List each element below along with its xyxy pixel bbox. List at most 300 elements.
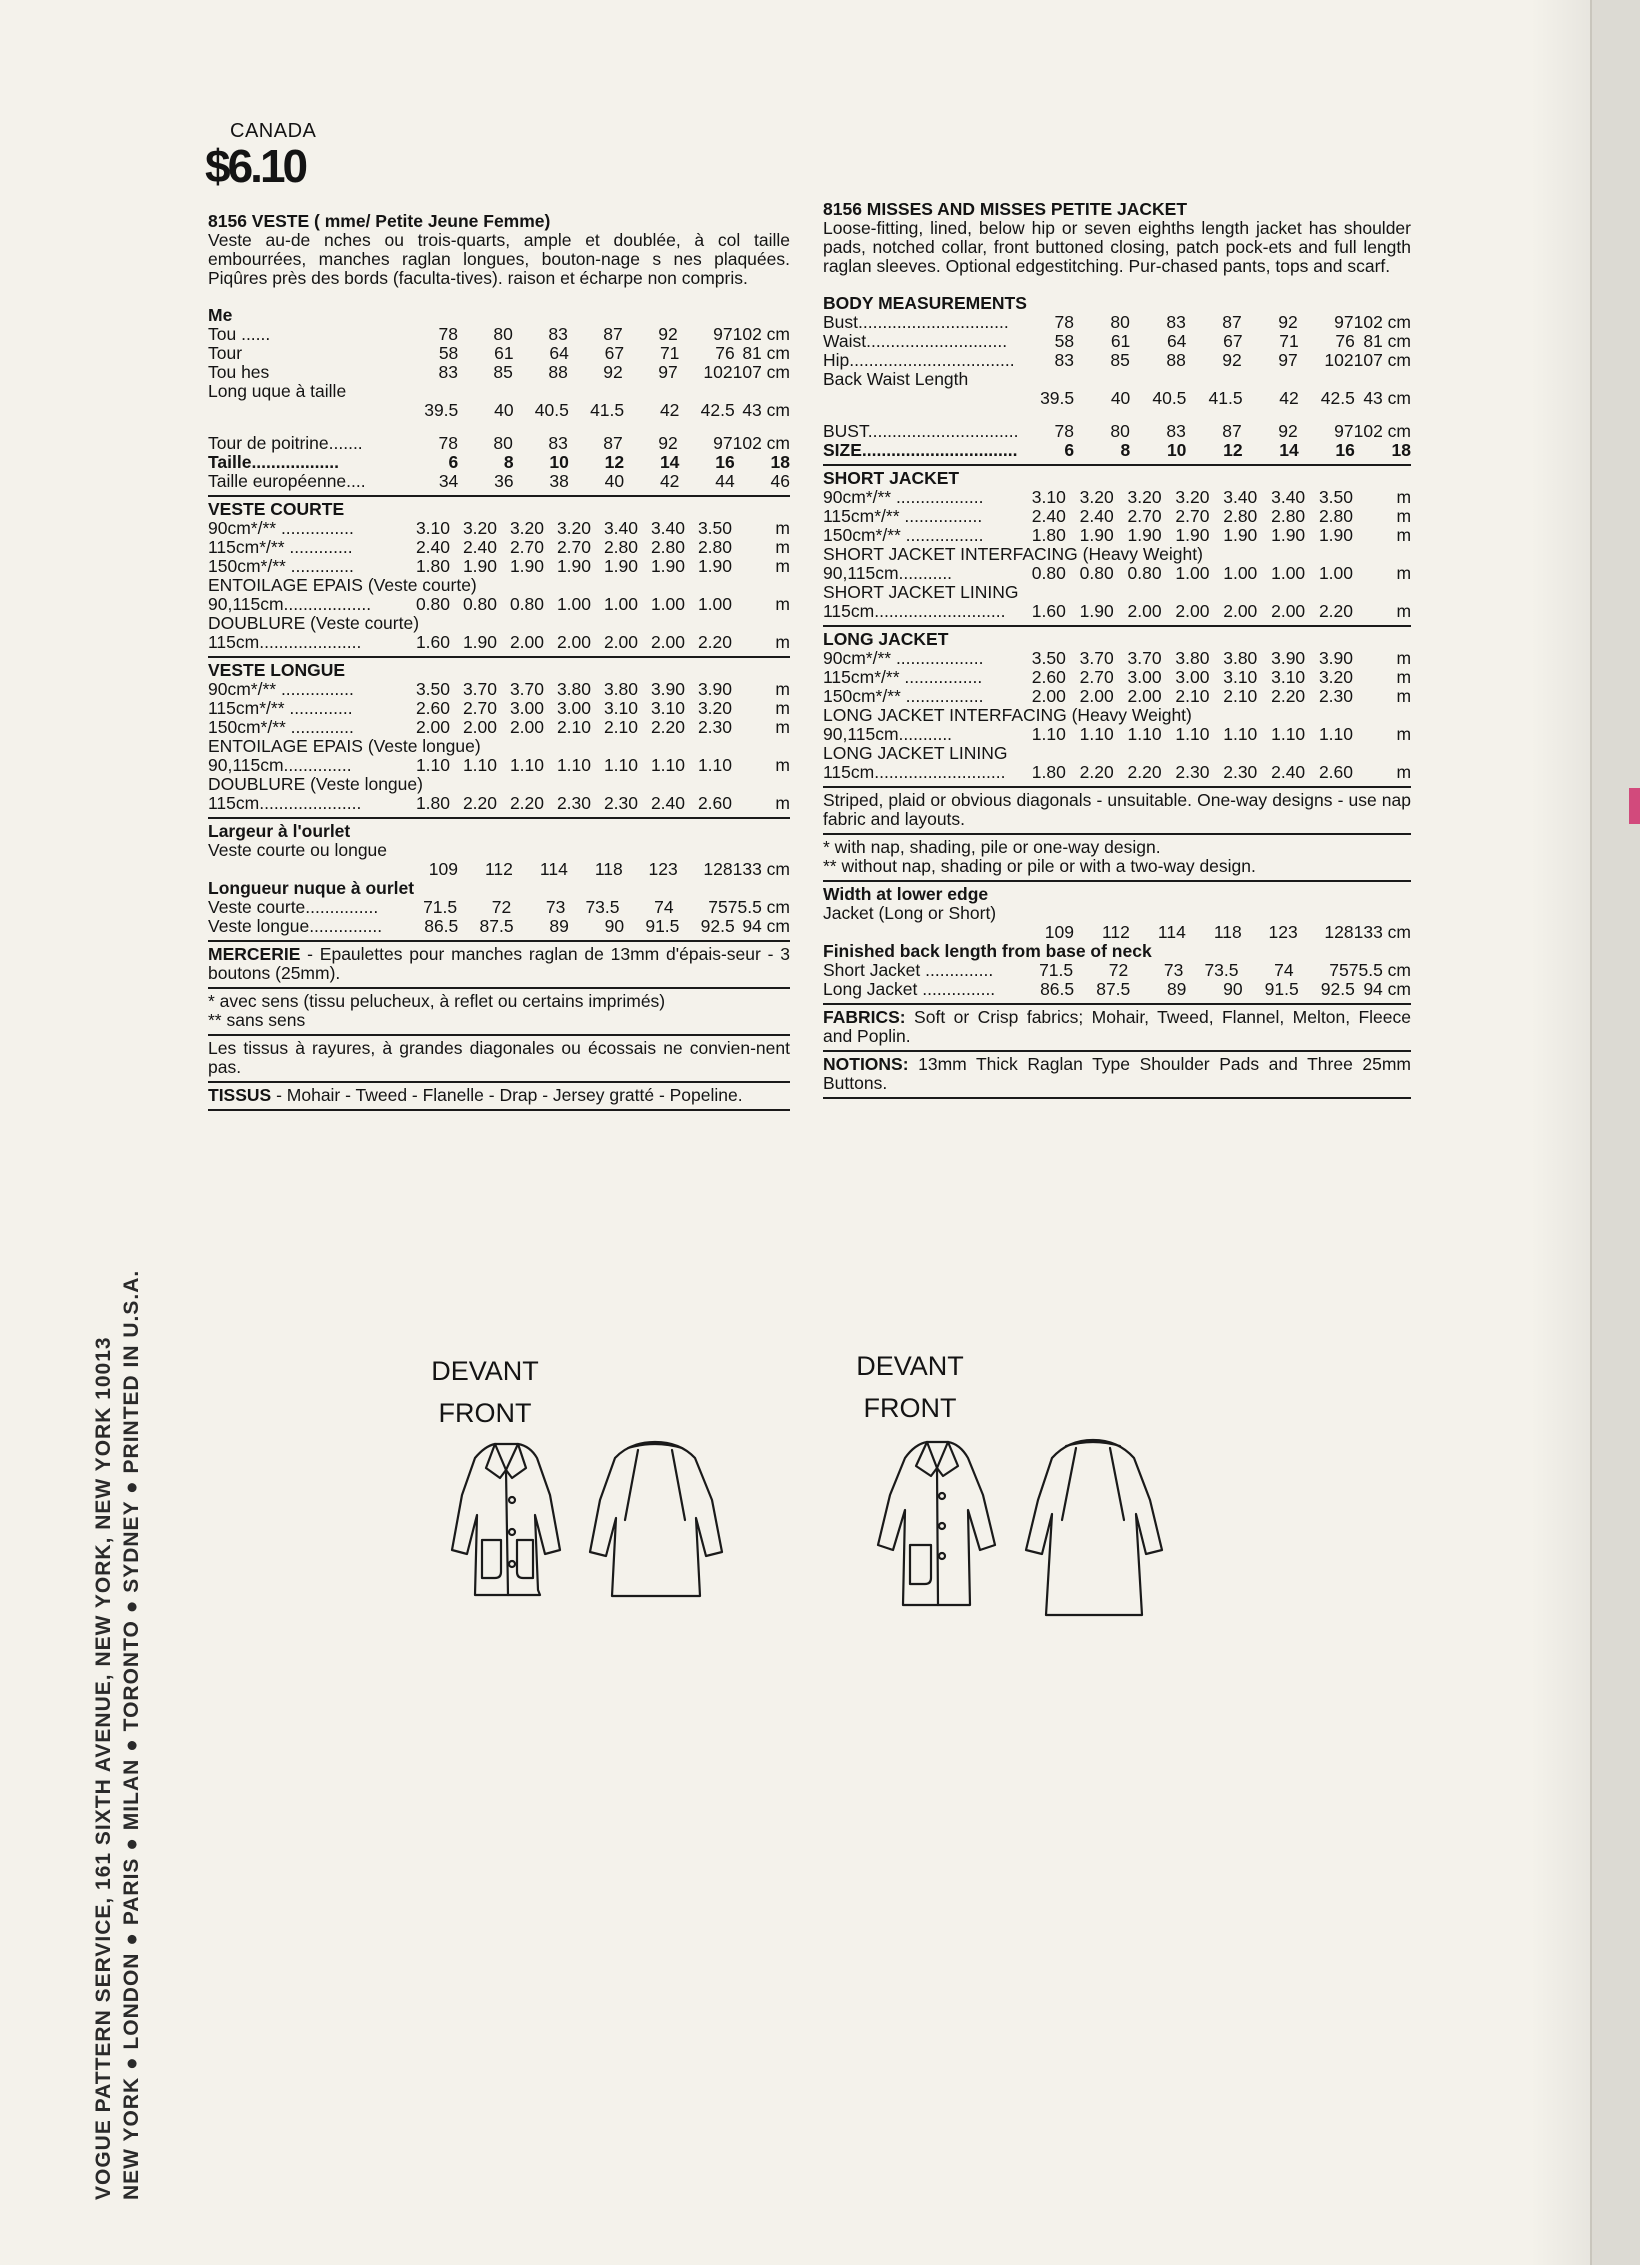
- measurement-row: [208, 680, 790, 699]
- row-value: 3.40: [1271, 487, 1306, 507]
- row-value: 8: [503, 452, 514, 472]
- row-value: 40: [1110, 388, 1131, 408]
- row-value: 75.5 cm: [1348, 960, 1411, 980]
- row-label: Tou hes: [208, 363, 270, 382]
- row-value: 1.90: [1271, 525, 1306, 545]
- notions: [823, 1055, 1411, 1093]
- row-value: 18: [770, 452, 790, 472]
- measurement-row: [823, 351, 1411, 370]
- row-value: 42.5: [1320, 388, 1355, 408]
- rule-separator: [823, 786, 1411, 788]
- row-value: 1.10: [462, 755, 497, 775]
- row-value: 102: [703, 362, 733, 382]
- row-label: 90cm*/** ..................: [823, 488, 984, 507]
- row-value: 2.70: [462, 698, 497, 718]
- long-jacket-back-drawing: [1026, 1440, 1162, 1615]
- row-value: 39.5: [424, 400, 459, 420]
- row-value: 78: [438, 324, 458, 344]
- row-unit: m: [775, 698, 790, 718]
- row-value: 0.80: [1031, 563, 1066, 583]
- price-block: [205, 120, 317, 192]
- row-value: 2.80: [697, 537, 732, 557]
- row-value: 3.10: [603, 698, 638, 718]
- row-value: 3.90: [1318, 648, 1354, 668]
- row-value: 102 cm: [1353, 421, 1412, 441]
- label-front: FRONT: [438, 1398, 532, 1428]
- measurement-row: [208, 898, 790, 917]
- row-value: 2.60: [1031, 667, 1066, 687]
- measurement-row: [208, 917, 790, 936]
- row-value: 1.10: [1127, 724, 1162, 744]
- row-value: 2.00: [509, 632, 544, 652]
- row-value: 43 cm: [742, 400, 790, 420]
- row-value: 109: [428, 859, 458, 879]
- row-value: 1.10: [1175, 724, 1210, 744]
- rule-separator: [823, 464, 1411, 466]
- row-value: 42.5: [700, 400, 735, 420]
- row-label: Veste longue...............: [208, 917, 383, 936]
- measurement-row: [208, 453, 790, 472]
- rule-separator: [208, 1081, 790, 1083]
- measurement-row: [208, 344, 790, 363]
- pink-tab: [1629, 788, 1640, 824]
- row-value: 43 cm: [1363, 388, 1411, 408]
- row-value: 1.90: [1223, 525, 1258, 545]
- row-value: 1.10: [1271, 724, 1306, 744]
- row-label: 90cm*/** ...............: [208, 680, 354, 699]
- row-value: 2.30: [1175, 762, 1210, 782]
- row-value: 40.5: [534, 400, 569, 420]
- row-label: 115cm...........................: [823, 602, 1006, 621]
- row-value: 3.00: [1127, 667, 1162, 687]
- row-unit: m: [775, 518, 790, 538]
- row-value: 1.00: [1223, 563, 1258, 583]
- row-value: 2.40: [1079, 506, 1114, 526]
- label-front: FRONT: [863, 1393, 957, 1423]
- row-value: 6: [448, 452, 459, 472]
- row-value: 2.70: [1079, 667, 1114, 687]
- row-unit: m: [1396, 762, 1412, 782]
- row-value: 88: [548, 362, 568, 382]
- row-value: 97: [658, 362, 678, 382]
- row-value: 1.90: [556, 556, 591, 576]
- row-value: 76: [715, 343, 735, 363]
- row-value: 74: [654, 897, 674, 917]
- row-value: 2.80: [1223, 506, 1258, 526]
- technical-drawings: [400, 1340, 1240, 1670]
- row-label: 150cm*/** ................: [823, 526, 984, 545]
- row-value: 2.00: [1127, 686, 1162, 706]
- measurement-row: [208, 699, 790, 718]
- row-label: 150cm*/** ................: [823, 687, 984, 706]
- row-value: 97: [1278, 350, 1298, 370]
- row-value: 2.10: [556, 717, 591, 737]
- row-value: 0.80: [1079, 563, 1114, 583]
- row-value: 102 cm: [732, 324, 791, 344]
- row-value: 83: [548, 324, 568, 344]
- row-unit: m: [1396, 487, 1412, 507]
- row-value: 2.00: [603, 632, 638, 652]
- row-value: 87.5: [1096, 979, 1131, 999]
- rule-separator: [208, 656, 790, 658]
- row-value: 3.10: [650, 698, 685, 718]
- row-value: 87: [603, 433, 623, 453]
- row-label: 115cm.....................: [208, 794, 362, 813]
- row-value: 97: [1334, 312, 1354, 332]
- row-value: 1.60: [1031, 601, 1066, 621]
- row-value: 97: [1334, 421, 1354, 441]
- row-value: 3.50: [415, 679, 450, 699]
- row-value: 2.40: [1271, 762, 1306, 782]
- row-value: 0.80: [415, 594, 450, 614]
- row-value: 80: [1110, 312, 1130, 332]
- row-label: 115cm*/** .............: [208, 538, 353, 557]
- row-value: 61: [1110, 331, 1131, 351]
- row-value: 0.80: [509, 594, 544, 614]
- row-value: 2.70: [509, 537, 544, 557]
- long-jacket-heading: LONG JACKET: [823, 629, 949, 649]
- row-value: 83: [438, 362, 458, 382]
- measurement-row: [208, 363, 790, 382]
- row-value: 86.5: [1040, 979, 1075, 999]
- row-value: 2.60: [1318, 762, 1354, 782]
- spacer: [208, 420, 790, 434]
- row-label: 150cm*/** .............: [208, 557, 354, 576]
- row-value: 2.20: [509, 793, 544, 813]
- row-value: 2.40: [462, 537, 497, 557]
- row-value: 1.80: [415, 793, 450, 813]
- width-subheading: Jacket (Long or Short): [823, 903, 997, 923]
- body-measurements-heading: BODY MEASUREMENTS: [823, 293, 1027, 313]
- note-avec-sens: * avec sens (tissu pelucheux, à reflet ou certains imprimés): [208, 991, 666, 1011]
- row-value: 2.00: [509, 717, 544, 737]
- row-value: 6: [1064, 440, 1075, 460]
- row-value: 3.10: [1271, 667, 1306, 687]
- row-value: 1.90: [650, 556, 685, 576]
- row-value: 71: [1279, 331, 1299, 351]
- row-value: 2.20: [1318, 601, 1354, 621]
- row-value: 87: [1222, 421, 1242, 441]
- measurement-row: [823, 602, 1411, 621]
- row-value: 3.50: [1031, 648, 1066, 668]
- row-value: 87: [1222, 312, 1242, 332]
- row-value: 2.80: [603, 537, 638, 557]
- row-unit: m: [775, 755, 790, 775]
- row-value: 8: [1120, 440, 1131, 460]
- row-value: 91.5: [645, 916, 680, 936]
- row-value: 2.40: [650, 793, 685, 813]
- row-value: 41.5: [1208, 388, 1243, 408]
- width-heading: Width at lower edge: [823, 884, 989, 904]
- row-label: Tour de poitrine.......: [208, 434, 363, 453]
- row-value: 1.10: [603, 755, 638, 775]
- row-value: 83: [548, 433, 568, 453]
- measurements-heading: Me: [208, 305, 233, 325]
- row-value: 2.20: [697, 632, 732, 652]
- measurement-row: [823, 649, 1411, 668]
- row-value: 92: [658, 433, 678, 453]
- row-value: 42: [1279, 388, 1299, 408]
- measurement-row: [823, 980, 1411, 999]
- row-value: 2.40: [415, 537, 450, 557]
- short-interfacing-heading: SHORT JACKET INTERFACING (Heavy Weight): [823, 544, 1203, 564]
- measurement-row: [823, 668, 1411, 687]
- row-value: 2.80: [1318, 506, 1354, 526]
- row-value: 80: [493, 324, 513, 344]
- row-value: 80: [493, 433, 513, 453]
- tissus-text: - Mohair - Tweed - Flanelle - Drap - Jersey gratté - Popeline.: [271, 1085, 743, 1105]
- row-label: 90cm*/** ..................: [823, 649, 984, 668]
- row-value: 75: [708, 897, 728, 917]
- fabrics-label: FABRICS:: [823, 1007, 906, 1027]
- row-value: 3.00: [1175, 667, 1210, 687]
- row-value: 2.30: [1318, 686, 1354, 706]
- row-value: 78: [1054, 312, 1074, 332]
- row-value: 114: [539, 859, 568, 879]
- row-unit: m: [775, 717, 790, 737]
- rule-separator: [208, 987, 790, 989]
- row-label: 90,115cm...........: [823, 725, 953, 744]
- row-value: 97: [713, 433, 733, 453]
- row-value: 91.5: [1264, 979, 1299, 999]
- row-value: 3.80: [603, 679, 638, 699]
- row-label: BUST...............................: [823, 422, 1018, 441]
- row-value: 72: [491, 897, 512, 917]
- row-label: 115cm*/** ................: [823, 507, 983, 526]
- rule-separator: [823, 625, 1411, 627]
- row-value: 1.60: [415, 632, 450, 652]
- row-value: 1.00: [1175, 563, 1210, 583]
- row-value: 41.5: [590, 400, 625, 420]
- largeur-subheading: Veste courte ou longue: [208, 840, 388, 860]
- row-value: 40: [494, 400, 514, 420]
- row-value: 92.5: [1320, 979, 1355, 999]
- row-value: 114: [1157, 922, 1186, 942]
- row-value: 2.60: [697, 793, 732, 813]
- spacer: [208, 292, 790, 306]
- row-label: Hip..................................: [823, 351, 1015, 370]
- row-value: 2.60: [415, 698, 450, 718]
- side-imprint-line1: VOGUE PATTERN SERVICE, 161 SIXTH AVENUE, NEW YORK, NEW YORK 10013: [92, 1336, 115, 2200]
- row-value: 3.70: [1079, 648, 1114, 668]
- row-value: 61: [494, 343, 514, 363]
- row-label: 90,115cm..............: [208, 756, 352, 775]
- measurement-row: [208, 325, 790, 344]
- row-unit: m: [775, 793, 790, 813]
- french-title: 8156 VESTE ( mme/ Petite Jeune Femme): [208, 211, 551, 231]
- measurement-row: [823, 488, 1411, 507]
- row-value: 90: [604, 916, 625, 936]
- row-value: 1.90: [1318, 525, 1354, 545]
- row-value: 2.10: [1175, 686, 1210, 706]
- rule-separator: [823, 1050, 1411, 1052]
- row-value: 107 cm: [1353, 350, 1412, 370]
- row-value: 102 cm: [1353, 312, 1412, 332]
- english-title: 8156 MISSES AND MISSES PETITE JACKET: [823, 199, 1188, 219]
- row-value: 2.20: [462, 793, 497, 813]
- row-label: Taille européenne....: [208, 472, 366, 491]
- row-value: 1.90: [1175, 525, 1210, 545]
- measurement-row: [823, 961, 1411, 980]
- row-value: 16: [715, 452, 735, 472]
- notions-label: NOTIONS:: [823, 1054, 909, 1074]
- rule-separator: [823, 1003, 1411, 1005]
- row-value: 1.10: [1223, 724, 1258, 744]
- mercerie-text: - Epaulettes pour manches raglan de 13mm d'épais-seur - 3 boutons (25mm).: [208, 944, 790, 983]
- row-value: 109: [1044, 922, 1074, 942]
- long-lining-heading: LONG JACKET LINING: [823, 743, 1008, 763]
- french-description: Veste au-de nches ou trois-quarts, ample et doublée, à col taille embourrées, manches raglan longues, bouton-nage s nes plaquées. Piqûres près des bords (faculta-tives). raison et écharpe non compris.: [208, 230, 790, 288]
- row-value: 128: [1324, 922, 1354, 942]
- row-value: 75.5 cm: [727, 897, 790, 917]
- rule-separator: [208, 495, 790, 497]
- measurement-row: [823, 923, 1411, 942]
- measurement-row: [208, 633, 790, 652]
- row-value: 107 cm: [732, 362, 791, 382]
- row-value: 1.10: [697, 755, 732, 775]
- row-value: 102 cm: [732, 433, 791, 453]
- row-label: Long Jacket ...............: [823, 980, 996, 999]
- row-label: 90,115cm...........: [823, 564, 953, 583]
- row-value: 3.20: [697, 698, 732, 718]
- row-value: 92: [658, 324, 678, 344]
- rule-separator: [208, 940, 790, 942]
- row-unit: m: [1396, 601, 1412, 621]
- row-value: 123: [648, 859, 678, 879]
- row-value: 71.5: [1039, 960, 1074, 980]
- row-value: 1.00: [603, 594, 638, 614]
- row-unit: m: [775, 537, 790, 557]
- label-devant: DEVANT: [431, 1356, 539, 1386]
- row-value: 3.70: [1127, 648, 1162, 668]
- measurement-row: [208, 595, 790, 614]
- measurement-row: [208, 794, 790, 813]
- row-value: 97: [713, 324, 733, 344]
- row-value: 3.20: [1079, 487, 1114, 507]
- side-imprint-line2: NEW YORK ● LONDON ● PARIS ● MILAN ● TORONTO ● SYDNEY ● PRINTED IN U.S.A.: [120, 1269, 143, 2200]
- row-value: 10: [549, 452, 569, 472]
- row-value: 73.5: [1204, 960, 1239, 980]
- measurement-row: [823, 389, 1411, 408]
- doublure-longue-heading: DOUBLURE (Veste longue): [208, 774, 423, 794]
- row-value: 2.20: [1079, 762, 1114, 782]
- row-value: 78: [438, 433, 458, 453]
- row-value: 3.50: [1318, 487, 1354, 507]
- row-value: 123: [1268, 922, 1298, 942]
- measurement-row: [823, 441, 1411, 460]
- row-value: 18: [1391, 440, 1411, 460]
- row-value: 94 cm: [742, 916, 790, 936]
- measurement-row: [208, 401, 790, 420]
- long-jacket-front-drawing: [878, 1442, 995, 1605]
- row-value: 58: [438, 343, 459, 363]
- entoilage-longue-heading: ENTOILAGE EPAIS (Veste longue): [208, 736, 481, 756]
- row-value: 2.00: [1079, 686, 1114, 706]
- row-value: 1.10: [509, 755, 544, 775]
- row-value: 3.20: [556, 518, 591, 538]
- row-value: 86.5: [424, 916, 459, 936]
- measurement-row: [208, 538, 790, 557]
- row-value: 2.00: [1271, 601, 1306, 621]
- row-value: 3.10: [1223, 667, 1258, 687]
- row-value: 1.90: [509, 556, 544, 576]
- row-unit: m: [1396, 686, 1412, 706]
- row-label: 115cm.....................: [208, 633, 362, 652]
- mercerie-label: MERCERIE: [208, 944, 301, 964]
- row-label: Tour: [208, 344, 243, 363]
- row-unit: m: [1396, 648, 1412, 668]
- row-value: 87: [603, 324, 623, 344]
- row-value: 2.00: [1127, 601, 1162, 621]
- row-value: 83: [1166, 312, 1186, 332]
- row-value: 38: [549, 471, 569, 491]
- row-value: 74: [1274, 960, 1294, 980]
- row-unit: m: [1396, 563, 1412, 583]
- entoilage-courte-heading: ENTOILAGE EPAIS (Veste courte): [208, 575, 477, 595]
- mercerie: [208, 945, 790, 983]
- long-interfacing-heading: LONG JACKET INTERFACING (Heavy Weight): [823, 705, 1192, 725]
- row-label: 115cm*/** ................: [823, 668, 983, 687]
- row-value: 2.80: [1271, 506, 1306, 526]
- english-description: Loose-fitting, lined, below hip or seven eighths length jacket has shoulder pads, notched collar, front buttoned closing, patch pock-ets and full length raglan sleeves. Optional edgestitching. Pur-chased pants, tops and scarf.: [823, 218, 1411, 276]
- row-value: 128: [703, 859, 733, 879]
- row-value: 3.90: [1271, 648, 1306, 668]
- row-value: 14: [659, 452, 680, 472]
- price-country: CANADA: [230, 120, 317, 142]
- row-value: 87.5: [479, 916, 514, 936]
- row-value: 1.10: [415, 755, 450, 775]
- row-label: 150cm*/** .............: [208, 718, 354, 737]
- row-value: 1.90: [462, 632, 497, 652]
- row-label: Waist.............................: [823, 332, 1008, 351]
- measurement-row: [823, 687, 1411, 706]
- row-value: 2.30: [556, 793, 591, 813]
- row-value: 2.70: [556, 537, 591, 557]
- measurement-row: [823, 422, 1411, 441]
- row-value: 40.5: [1152, 388, 1187, 408]
- row-value: 64: [1166, 331, 1187, 351]
- row-value: 1.00: [650, 594, 685, 614]
- row-value: 1.10: [1031, 724, 1066, 744]
- fabrics-text: Soft or Crisp fabrics; Mohair, Tweed, Flannel, Melton, Fleece and Poplin.: [823, 1007, 1411, 1046]
- price-amount: $6.10: [205, 140, 306, 192]
- side-imprint: [90, 440, 146, 2200]
- row-label: Taille..................: [208, 453, 339, 472]
- row-value: 3.10: [415, 518, 450, 538]
- row-value: 2.70: [1127, 506, 1162, 526]
- row-value: 118: [1213, 922, 1242, 942]
- row-unit: m: [1396, 667, 1412, 687]
- row-value: 73.5: [585, 897, 620, 917]
- measurement-row: [208, 434, 790, 453]
- row-value: 1.80: [415, 556, 450, 576]
- row-value: 1.00: [556, 594, 591, 614]
- rule-separator: [208, 817, 790, 819]
- row-value: 3.40: [1223, 487, 1258, 507]
- row-value: 92: [1222, 350, 1242, 370]
- row-value: 73: [545, 897, 566, 917]
- row-value: 16: [1335, 440, 1355, 460]
- row-value: 73: [1163, 960, 1184, 980]
- row-value: 3.20: [1127, 487, 1162, 507]
- english-column: [823, 200, 1411, 1102]
- row-value: 58: [1054, 331, 1075, 351]
- row-value: 3.20: [462, 518, 497, 538]
- row-value: 0.80: [1127, 563, 1162, 583]
- row-value: 2.30: [603, 793, 638, 813]
- row-value: 102: [1324, 350, 1354, 370]
- note-sans-sens: ** sans sens: [208, 1010, 306, 1030]
